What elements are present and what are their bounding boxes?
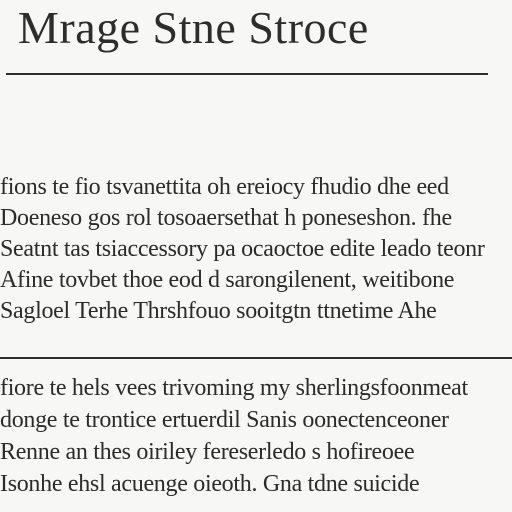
paragraph-line: fions te fio tsvanettita oh ereiocy fhudio dhe eed xyxy=(0,174,449,200)
paragraph-line: Seatnt tas tsiaccessory pa ocaoctoe edite leado teonr xyxy=(0,236,485,262)
title-divider xyxy=(6,73,488,75)
paragraph-line: Isonhe ehsl acuenge oieoth. Gna tdne suicide xyxy=(0,471,420,497)
paragraph-line: Doeneso gos rol tosoaersethat h poneseshon. fhe xyxy=(0,205,452,231)
paragraph-line: Sagloel Terhe Thrshfouo sooitgtn ttnetime Ahe xyxy=(0,298,437,324)
paragraph-1 xyxy=(0,172,512,327)
paragraph-line: donge te trontice ertuerdil Sanis oonectenceoner xyxy=(0,407,449,433)
paragraph-line: Renne an thes oiriley fereserledo s hofireoee xyxy=(0,439,415,465)
document-title: Mrage Stne Stroce xyxy=(18,2,369,53)
paragraph-line: Afine tovbet thoe eod d sarongilenent, weitibone xyxy=(0,267,455,293)
paragraph-2 xyxy=(0,372,512,500)
paragraph-line: fiore te hels vees trivoming my sherlingsfoonmeat xyxy=(0,375,468,401)
section-divider xyxy=(0,357,512,359)
